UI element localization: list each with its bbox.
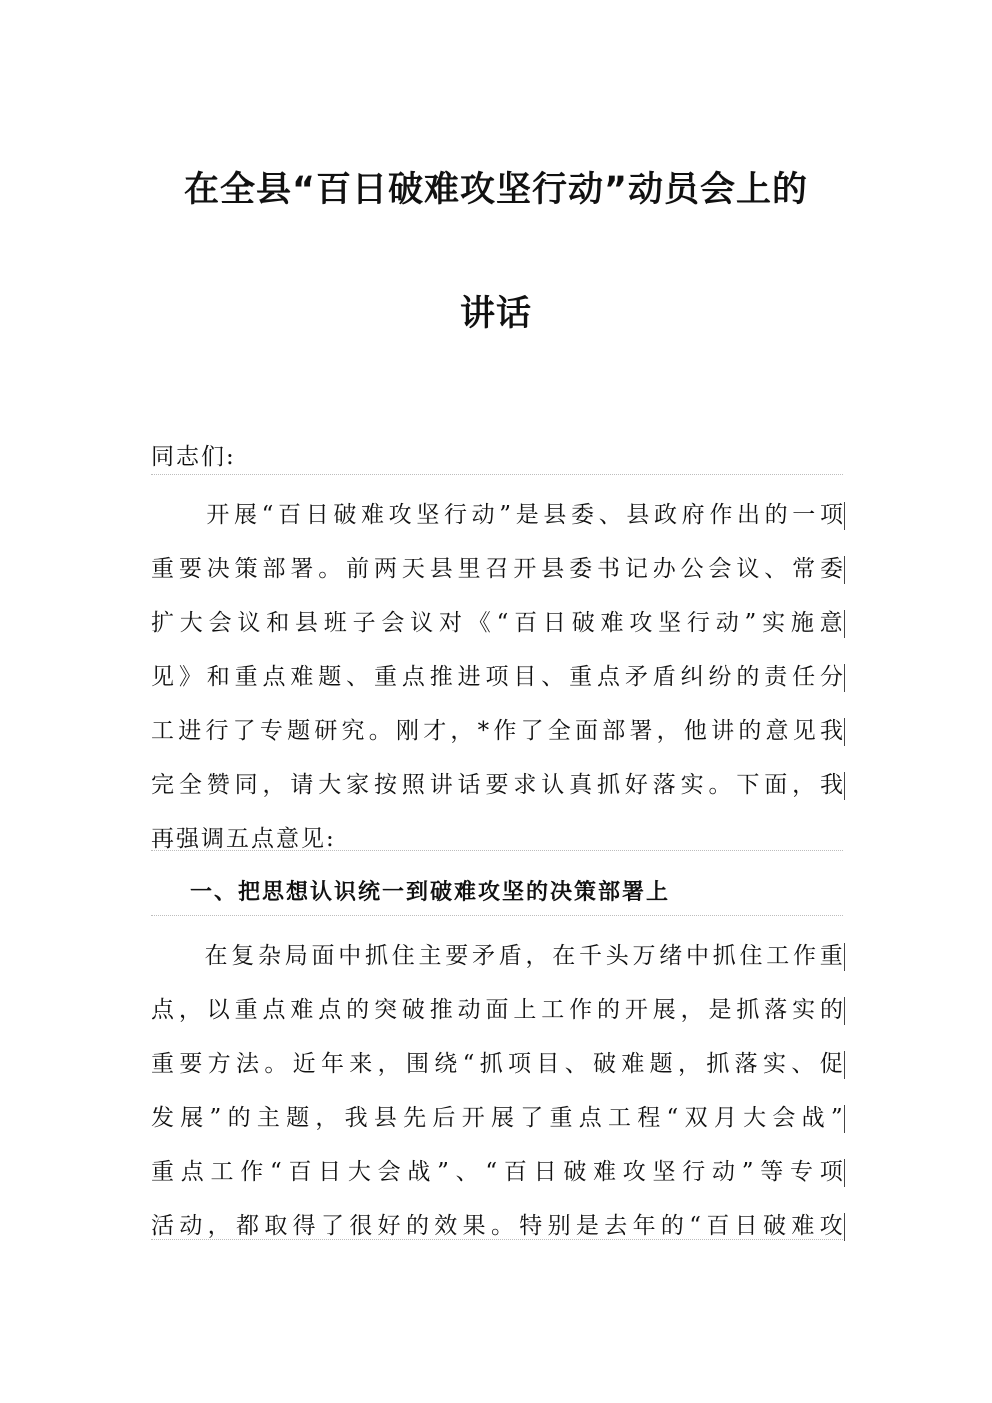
line-margin-mark: [844, 718, 845, 746]
line-margin-mark: [844, 1213, 845, 1241]
paragraph-line: 完 全 赞 同 ， 请 大 家 按 照 讲 话 要 求 认 真 抓 好 落 实 。 下 面 ， 我: [151, 772, 843, 798]
line-margin-mark: [844, 502, 845, 530]
line-margin-mark: [844, 664, 845, 692]
section-heading-1: 一、把思想认识统一到破难攻坚的决策部署上: [190, 880, 671, 905]
document-title-line-2: 讲话: [459, 294, 532, 334]
paragraph-line: 见 》 和 重 点 难 题 、 重 点 推 进 项 目 、 重 点 矛 盾 纠 纷 的 责 任 分: [151, 664, 843, 690]
paragraph-line: 再强调五点意见:: [151, 826, 336, 852]
salutation: 同志们:: [151, 444, 236, 470]
divider: [151, 850, 843, 851]
paragraph-line: 活 动 ， 都 取 得 了 很 好 的 效 果 。 特 别 是 去 年 的 “ 百 日 破 难 攻: [151, 1211, 843, 1265]
paragraph-line: 开 展 “ 百 日 破 难 攻 坚 行 动 ” 是 县 委 、 县 政 府 作 出 的 一 项: [151, 500, 843, 554]
paragraph-1: [151, 500, 843, 878]
divider: [151, 1239, 843, 1240]
paragraph-line: 重 点 工 作 “ 百 日 大 会 战 ” 、 “ 百 日 破 难 攻 坚 行 动 ” 等 专 项: [151, 1157, 843, 1211]
paragraph-line: 重 要 方 法 。 近 年 来 ， 围 绕 “ 抓 项 目 、 破 难 题 ， 抓 落 实 、 促: [151, 1049, 843, 1103]
paragraph-line: 工 进 行 了 专 题 研 究 。 刚 才 ， * 作 了 全 面 部 署 ， 他 讲 的 意 见 我: [151, 716, 843, 770]
paragraph-line: 发 展 ” 的 主 题 ， 我 县 先 后 开 展 了 重 点 工 程 “ 双 月 大 会 战 ”: [151, 1103, 843, 1157]
document-title-line-1: 在全县“百日破难攻坚行动”动员会上的: [183, 170, 808, 210]
line-margin-mark: [844, 610, 845, 638]
line-margin-mark: [844, 772, 845, 800]
line-margin-mark: [844, 1105, 845, 1133]
paragraph-line: 重 要 决 策 部 署 。 前 两 天 县 里 召 开 县 委 书 记 办 公 会 议 、 常 委: [151, 556, 843, 582]
line-margin-mark: [844, 997, 845, 1025]
paragraph-line: 在 复 杂 局 面 中 抓 住 主 要 矛 盾 ， 在 千 头 万 绪 中 抓 住 工 作 重: [151, 941, 843, 995]
divider: [151, 474, 843, 475]
paragraph-2: [151, 941, 843, 1265]
divider: [151, 915, 843, 916]
line-margin-mark: [844, 1159, 845, 1187]
line-margin-mark: [844, 1051, 845, 1079]
line-margin-mark: [844, 556, 845, 584]
paragraph-line: 点 ， 以 重 点 难 点 的 突 破 推 动 面 上 工 作 的 开 展 ， 是 抓 落 实 的: [151, 997, 843, 1023]
line-margin-mark: [844, 943, 845, 971]
paragraph-line: 扩 大 会 议 和 县 班 子 会 议 对 《 “ 百 日 破 难 攻 坚 行 动 ” 实 施 意: [151, 608, 843, 662]
